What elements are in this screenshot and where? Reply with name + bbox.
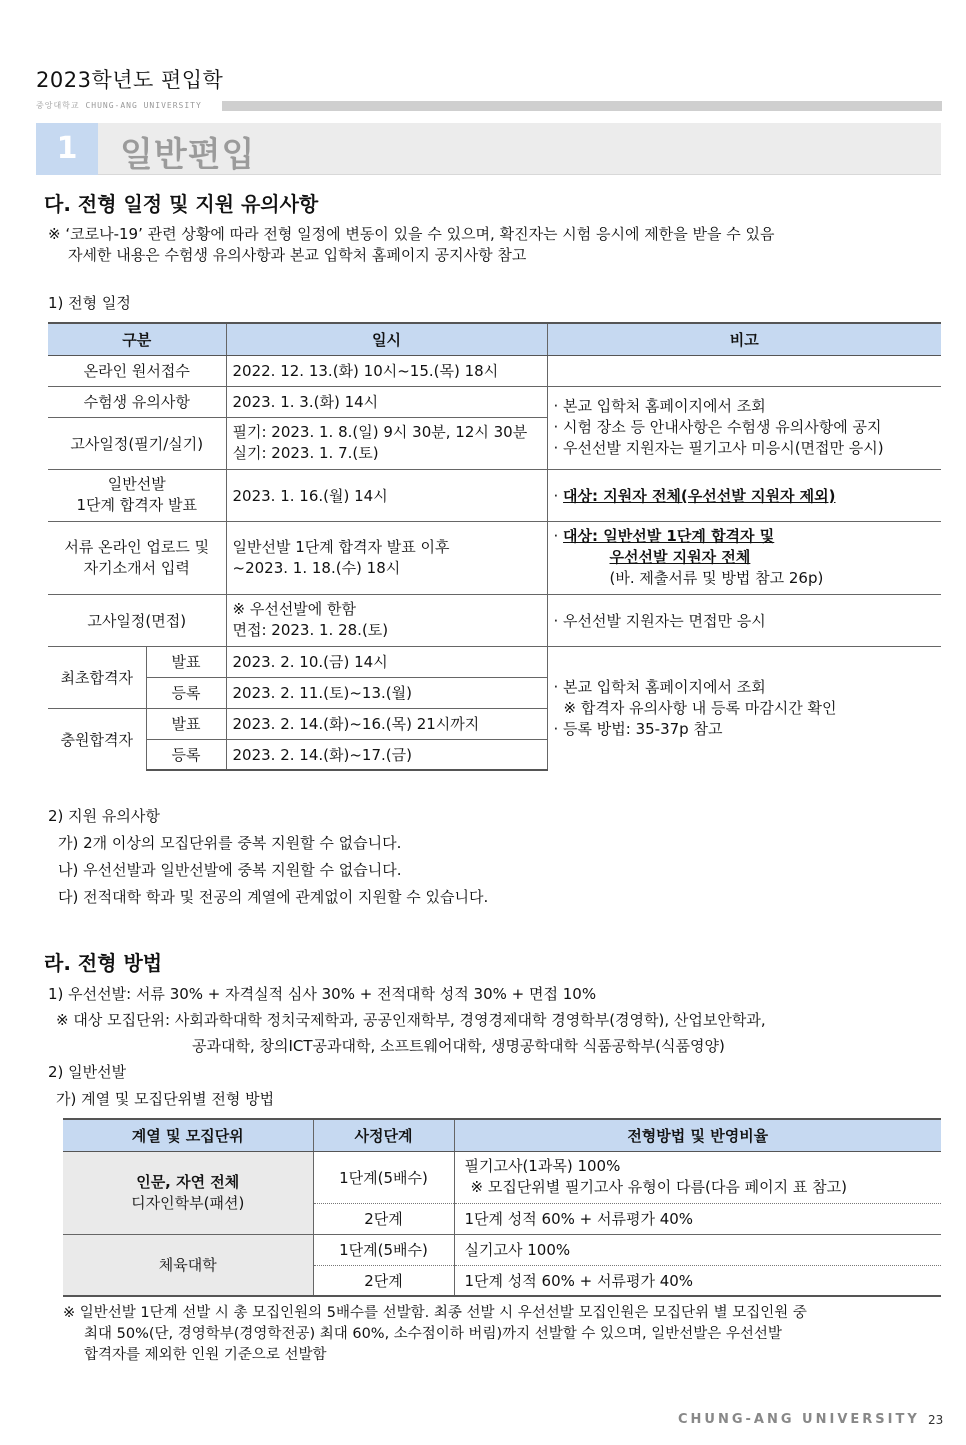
group-name: 인문, 자연 전체 (136, 1172, 240, 1191)
method: 1단계 성적 60% + 서류평가 40% (454, 1265, 941, 1296)
section-number: 1 (36, 123, 98, 175)
col-header-stage: 사정단계 (313, 1119, 454, 1151)
row-date: 2023. 2. 11.(토)~13.(월) (226, 677, 547, 708)
method: 1단계 성적 60% + 서류평가 40% (454, 1203, 941, 1234)
row-date (226, 417, 547, 469)
method-table (63, 1118, 941, 1297)
note-line: · 본교 입학처 홈페이지에서 조회 (553, 397, 766, 415)
caution-item: 가) 2개 이상의 모집단위를 중복 지원할 수 없습니다. (58, 834, 402, 852)
announce-label: 발표 (146, 708, 226, 739)
footnote-cont: 최대 50%(단, 경영학부(경영학전공) 최대 60%, 소수점이하 버림)까지 선발할 수 있으며, 일반선발은 우선선발 (84, 1326, 782, 1342)
note-line: · 우선선발 지원자는 필기고사 미응시(면접만 응시) (553, 439, 884, 457)
row-note (547, 386, 941, 469)
target-units: ※ 대상 모집단위: 사회과학대학 정치국제학과, 공공인재학부, 경영경제대학 경영학부(경영학), 산업보안학과, (56, 1011, 766, 1029)
row-label: 온라인 원서접수 (48, 355, 226, 386)
method: 실기고사 100% (454, 1234, 941, 1265)
footnote-cont: 합격자를 제외한 인원 기준으로 선발함 (84, 1347, 327, 1363)
row-label: 수험생 유의사항 (48, 386, 226, 417)
page-number: 23 (928, 1413, 944, 1427)
row-label: 고사일정(필기/실기) (48, 417, 226, 469)
row-date (226, 521, 547, 594)
row-note (547, 646, 941, 770)
register-label: 등록 (146, 677, 226, 708)
col-header-datetime: 일시 (226, 323, 547, 355)
register-label: 등록 (146, 739, 226, 770)
row-note: · 우선선발 지원자는 면접만 응시 (547, 594, 941, 646)
label-line: 일반선발 (107, 475, 166, 493)
col-header-category: 구분 (48, 323, 226, 355)
extra-pass-label: 충원합격자 (48, 708, 146, 770)
university-logo: 중앙대학교 CHUNG-ANG UNIVERSITY (36, 101, 202, 110)
stage: 2단계 (313, 1265, 454, 1296)
method-line: 필기고사(1과목) 100% (464, 1157, 621, 1175)
underlined-note: 대상: 일반선발 1단계 합격자 및 (563, 527, 775, 545)
date-line: 실기: 2023. 1. 7.(토) (232, 444, 379, 462)
note-line: (바. 제출서류 및 방법 참고 26p) (609, 569, 824, 587)
group-sub: 디자인학부(패션) (131, 1193, 245, 1212)
row-note (547, 469, 941, 521)
row-date: 2023. 1. 16.(월) 14시 (226, 469, 547, 521)
method-subheading: 가) 계열 및 모집단위별 전형 방법 (56, 1090, 275, 1108)
note-line: · 등록 방법: 35-37p 참고 (553, 719, 723, 738)
stage: 1단계(5배수) (313, 1234, 454, 1265)
label-line: 자기소개서 입력 (83, 558, 190, 577)
row-label: 고사일정(면접) (48, 594, 226, 646)
row-date: 2023. 1. 3.(화) 14시 (226, 386, 547, 417)
schedule-heading: 다. 전형 일정 및 지원 유의사항 (44, 192, 319, 216)
stage: 1단계(5배수) (313, 1151, 454, 1203)
method-heading: 라. 전형 방법 (44, 951, 163, 975)
section-bar (36, 123, 941, 175)
col-header-unit: 계열 및 모집단위 (63, 1119, 313, 1151)
note-line: · 본교 입학처 홈페이지에서 조회 (553, 677, 766, 696)
method-line: ※ 모집단위별 필기고사 유형이 다름(다음 페이지 표 참고) (470, 1178, 847, 1196)
note-line: · 시험 장소 등 안내사항은 수험생 유의사항에 공지 (553, 418, 882, 436)
caution-subheading: 2) 지원 유의사항 (48, 807, 160, 825)
stage: 2단계 (313, 1203, 454, 1234)
row-label (48, 469, 226, 521)
footer-university: CHUNG-ANG UNIVERSITY (678, 1412, 920, 1427)
footnote: ※ 일반선발 1단계 선발 시 총 모집인원의 5배수를 선발함. 최종 선발 시 우선선발 모집인원은 모집단위 별 모집인원 중 (63, 1305, 807, 1321)
row-date: 2023. 2. 14.(화)~16.(목) 21시까지 (226, 708, 547, 739)
group-sports: 체육대학 (63, 1234, 313, 1296)
bullet: · (553, 527, 564, 545)
date-line: ※ 우선선발에 한함 (232, 600, 357, 618)
date-line: 일반선발 1단계 합격자 발표 이후 (232, 537, 450, 556)
priority-selection: 1) 우선선발: 서류 30% + 자격실적 심사 30% + 전적대학 성적 30% + 면접 10% (48, 985, 597, 1003)
row-note (547, 521, 941, 594)
row-date: 2023. 2. 10.(금) 14시 (226, 646, 547, 677)
announce-label: 발표 (146, 646, 226, 677)
underlined-note: 대상: 지원자 전체(우선선발 지원자 제외) (563, 486, 836, 505)
row-date: 2023. 2. 14.(화)~17.(금) (226, 739, 547, 770)
covid-note-detail: 자세한 내용은 수험생 유의사항과 본교 입학처 홈페이지 공지사항 참고 (68, 246, 527, 264)
header-rule (222, 101, 942, 111)
col-header-note: 비고 (547, 323, 941, 355)
target-units-cont: 공과대학, 창의ICT공과대학, 소프트웨어대학, 생명공학대학 식품공학부(식품영양) (192, 1037, 725, 1055)
label-line: 서류 온라인 업로드 및 (64, 537, 210, 556)
note-line: ※ 합격자 유의사항 내 등록 마감시간 확인 (563, 698, 837, 717)
general-selection: 2) 일반선발 (48, 1063, 127, 1081)
caution-item: 다) 전적대학 학과 및 전공의 계열에 관계없이 지원할 수 있습니다. (58, 888, 489, 906)
method (454, 1151, 941, 1203)
row-date (226, 594, 547, 646)
date-line: 면접: 2023. 1. 28.(토) (232, 621, 389, 639)
group-humanities (63, 1151, 313, 1234)
row-date: 2022. 12. 13.(화) 10시~15.(목) 18시 (226, 355, 547, 386)
row-note (547, 355, 941, 386)
covid-note: ※ ‘코로나-19’ 관련 상황에 따라 전형 일정에 변동이 있을 수 있으며, 확진자는 시험 응시에 제한을 받을 수 있음 (48, 225, 775, 243)
final-pass-label: 최초합격자 (48, 646, 146, 708)
bullet: · (553, 486, 564, 505)
caution-item: 나) 우선선발과 일반선발에 중복 지원할 수 없습니다. (58, 861, 402, 879)
section-title: 일반편입 (120, 135, 256, 175)
col-header-method: 전형방법 및 반영비율 (454, 1119, 941, 1151)
date-line: 필기: 2023. 1. 8.(일) 9시 30분, 12시 30분 (232, 423, 528, 441)
schedule-table (48, 322, 941, 771)
date-line: ~2023. 1. 18.(수) 18시 (232, 558, 401, 577)
row-label (48, 521, 226, 594)
document-title: 2023학년도 편입학 (36, 68, 224, 92)
label-line: 1단계 합격자 발표 (76, 496, 197, 514)
schedule-subheading: 1) 전형 일정 (48, 294, 131, 312)
underlined-note: 우선선발 지원자 전체 (609, 548, 751, 566)
